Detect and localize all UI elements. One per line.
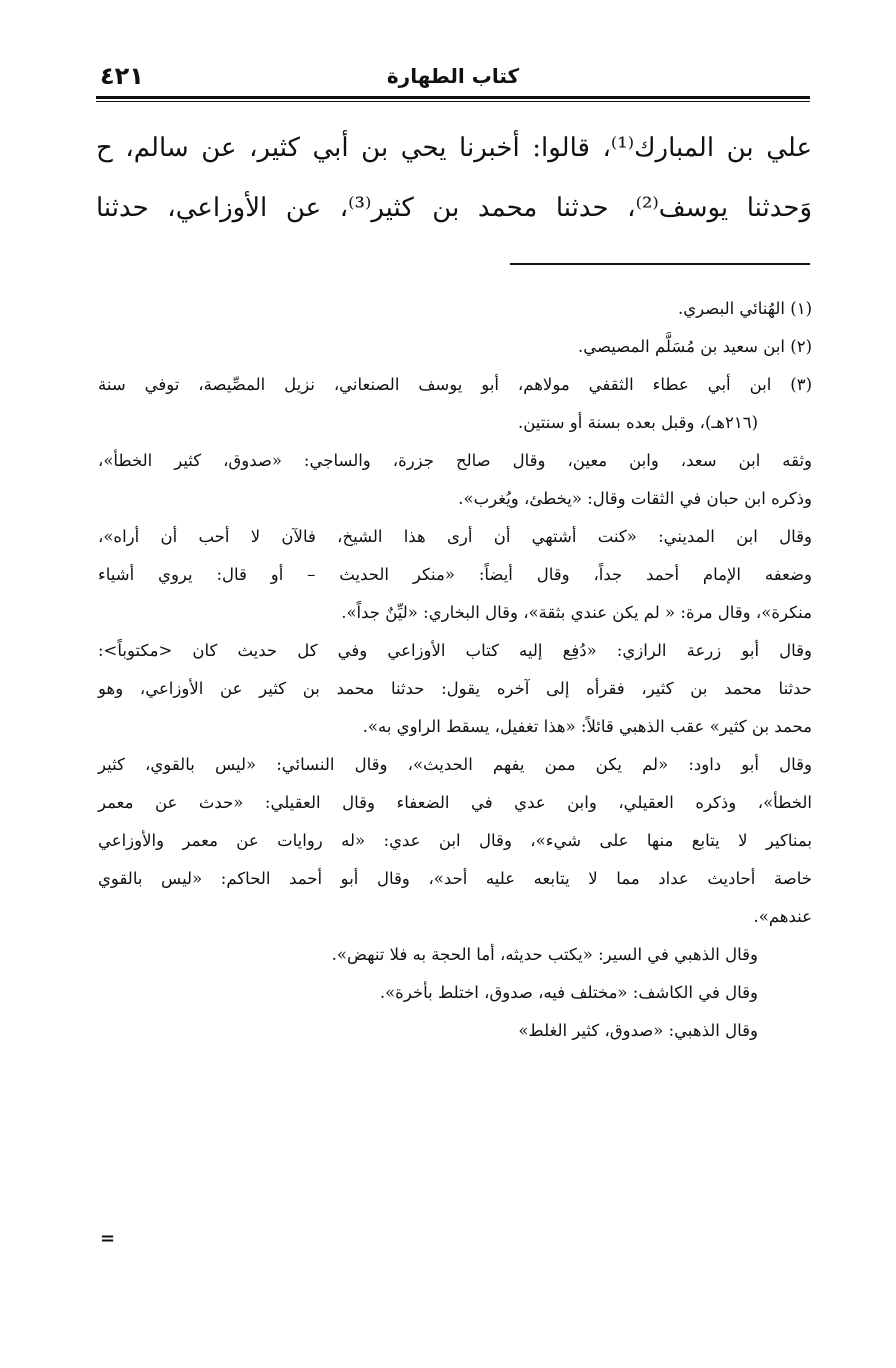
footnote-1: (١) الهُنائي البصري. <box>678 299 812 318</box>
footnote-line: وثقه ابن سعد، وابن معين، وقال صالح جزرة، والساجي: «صدوق، كثير الخطأ»، <box>98 451 812 470</box>
footnote-line: (٢١٦هـ)، وقبل بعده بسنة أو سنتين. <box>518 413 758 432</box>
footnote-line: محمد بن كثير» عقب الذهبي قائلاً: «هذا تغفيل، يسقط الراوي به». <box>362 717 812 736</box>
header-rule-thick <box>96 96 810 99</box>
footnote-line: وقال الذهبي: «صدوق، كثير الغلط» <box>518 1021 758 1040</box>
footer-mark: = <box>100 1228 116 1249</box>
running-title: كتاب الطهارة <box>386 64 520 88</box>
footnote-line: وضعفه الإمام أحمد جداً، وقال أيضاً: «منكر الحديث – أو قال: يروي أشياء <box>98 565 812 584</box>
footnote-line: منكرة»، وقال مرة: « لم يكن عندي بثقة»، وقال البخاري: «ليِّنٌ جداً». <box>341 603 812 622</box>
page-number: ٤٢١ <box>100 62 144 90</box>
footnote-line: وقال في الكاشف: «مختلف فيه، صدوق، اختلط بأخرة». <box>379 983 758 1002</box>
footnote-line: حدثنا محمد بن كثير، فقرأه إلى آخره يقول: حدثنا محمد بن كثير عن الأوزاعي، وهو <box>98 679 812 698</box>
footnote-line: عندهم». <box>753 907 812 926</box>
footnote-line: الخطأ»، وذكره العقيلي، وابن عدي في الضعفاء وقال العقيلي: «حدث عن معمر <box>98 793 812 812</box>
footnote-line: وقال ابن المديني: «كنت أشتهي أن أرى هذا الشيخ، فالآن لا أحب أن أراه»، <box>98 527 812 546</box>
footnote-line: وقال الذهبي في السير: «يكتب حديثه، أما الحجة به فلا تنهض». <box>331 945 758 964</box>
header-rule-thin <box>96 101 810 102</box>
footnote-line: بمناكير لا يتابع منها على شيء»، وقال ابن عدي: «له روايات عن معمر والأوزاعي <box>98 831 812 850</box>
footnote-line: وقال أبو داود: «لم يكن ممن يفهم الحديث»، وقال النسائي: «ليس بالقوي، كثير <box>98 755 812 774</box>
footnote-line: وقال أبو زرعة الرازي: «دُفِع إليه كتاب الأوزاعي وفي كل حديث كان <مكتوباً>: <box>98 641 812 660</box>
main-line: وَحدثنا يوسف⁽²⁾، حدثنا محمد بن كثير⁽³⁾، عن الأوزاعي، حدثنا <box>96 193 812 223</box>
footnotes <box>98 290 812 1050</box>
footnote-line: خاصة أحاديث عداد مما لا يتابعه عليه أحد»، وقال أبو أحمد الحاكم: «ليس بالقوي <box>98 869 812 888</box>
footnote-line: وذكره ابن حبان في الثقات وقال: «يخطئ، ويُغرب». <box>458 489 812 508</box>
page-header <box>96 62 810 96</box>
footnote-3: (٣) ابن أبي عطاء الثقفي مولاهم، أبو يوسف الصنعاني، نزيل المصِّيصة، توفي سنة <box>98 375 812 394</box>
footnote-2: (٢) ابن سعيد بن مُسَلَّم المصيصي. <box>577 337 812 356</box>
main-text <box>96 118 812 238</box>
footnote-separator <box>510 263 810 265</box>
main-line: علي بن المبارك⁽¹⁾، قالوا: أخبرنا يحي بن أبي كثير، عن سالم، ح <box>96 133 813 163</box>
